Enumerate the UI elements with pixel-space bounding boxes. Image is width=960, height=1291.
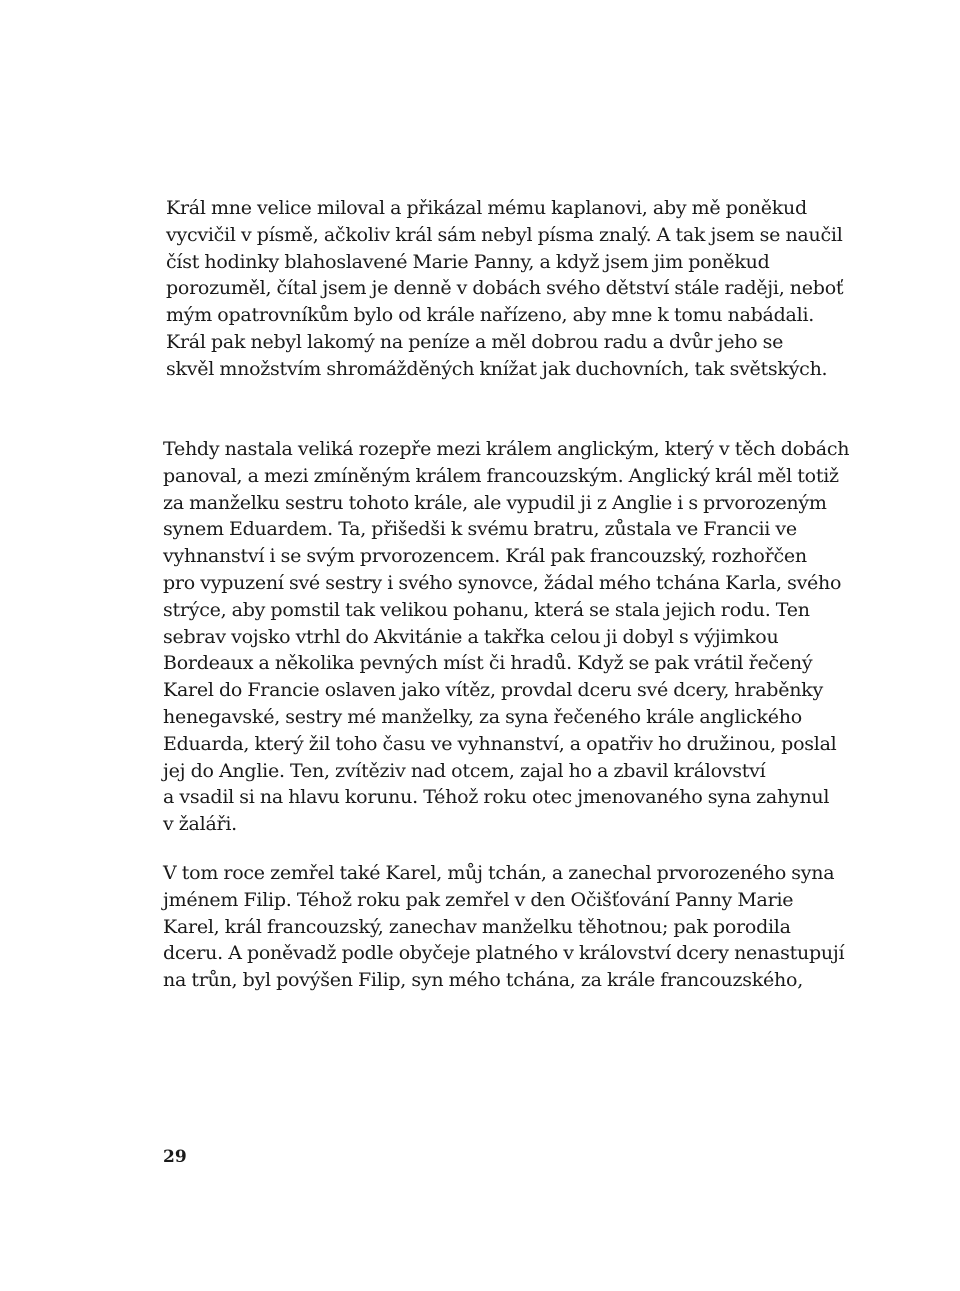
text-line: porozuměl, čítal jsem je denně v dobách svého dětství stále raději, neboť xyxy=(166,277,844,300)
text-line: číst hodinky blahoslavené Marie Panny, a když jsem jim poněkud xyxy=(166,250,770,273)
text-line: na trůn, byl povýšen Filip, syn mého tchána, za krále francouzského, xyxy=(163,969,803,992)
text-line: skvěl množstvím shromážděných knížat jak duchovních, tak světských. xyxy=(166,357,828,380)
text-line: Karel, král francouzský, zanechav manželku těhotnou; pak porodila xyxy=(163,915,791,938)
text-line: panoval, a mezi zmíněným králem francouzským. Anglický král měl totiž xyxy=(163,464,839,487)
text-line: mým opatrovníkům bylo od krále nařízeno, aby mne k tomu nabádali. xyxy=(166,304,815,327)
page-number: 29 xyxy=(163,1147,187,1167)
text-line: Bordeaux a několika pevných míst či hradů. Když se pak vrátil řečený xyxy=(163,652,813,675)
paragraph-3 xyxy=(163,860,844,994)
text-line: henegavské, sestry mé manželky, za syna řečeného krále anglického xyxy=(163,705,802,728)
text-line: jménem Filip. Téhož roku pak zemřel v den Očišťování Panny Marie xyxy=(163,888,794,911)
text-line: Král mne velice miloval a přikázal mému kaplanovi, aby mě poněkud xyxy=(166,197,807,219)
text-line: vyhnanství i se svým prvorozencem. Král pak francouzský, rozhořčen xyxy=(163,545,807,568)
text-line: dceru. A poněvadž podle obyčeje platného v království dcery nenastupují xyxy=(163,942,845,965)
text-line: jej do Anglie. Ten, zvítěziv nad otcem, zajal ho a zbavil království xyxy=(163,759,766,782)
text-line: a vsadil si na hlavu korunu. Téhož roku otec jmenovaného syna zahynul xyxy=(163,786,830,809)
text-line: V tom roce zemřel také Karel, můj tchán, a zanechal prvorozeného syna xyxy=(163,862,835,884)
paragraph-1 xyxy=(166,195,843,383)
text-line: Tehdy nastala veliká rozepře mezi králem anglickým, který v těch dobách xyxy=(163,438,850,460)
text-line: za manželku sestru tohoto krále, ale vypudil ji z Anglie i s prvorozeným xyxy=(163,491,827,514)
text-line: vycvičil v písmě, ačkoliv král sám nebyl písma znalý. A tak jsem se naučil xyxy=(166,223,843,246)
text-line: pro vypuzení své sestry i svého synovce, žádal mého tchána Karla, svého xyxy=(163,571,842,594)
text-line: v žaláři. xyxy=(163,813,237,836)
text-line: Eduarda, který žil toho času ve vyhnanství, a opatřiv ho družinou, poslal xyxy=(163,732,837,755)
text-line: synem Eduardem. Ta, přišedši k svému bratru, zůstala ve Francii ve xyxy=(163,518,797,541)
text-line: sebrav vojsko vtrhl do Akvitánie a takřka celou ji dobyl s výjimkou xyxy=(163,625,779,648)
paragraph-2 xyxy=(163,436,849,838)
text-line: Král pak nebyl lakomý na peníze a měl dobrou radu a dvůr jeho se xyxy=(166,330,784,353)
text-line: Karel do Francie oslaven jako vítěz, provdal dceru své dcery, hraběnky xyxy=(163,679,823,702)
text-line: strýce, aby pomstil tak velikou pohanu, která se stala jejich rodu. Ten xyxy=(163,598,810,621)
